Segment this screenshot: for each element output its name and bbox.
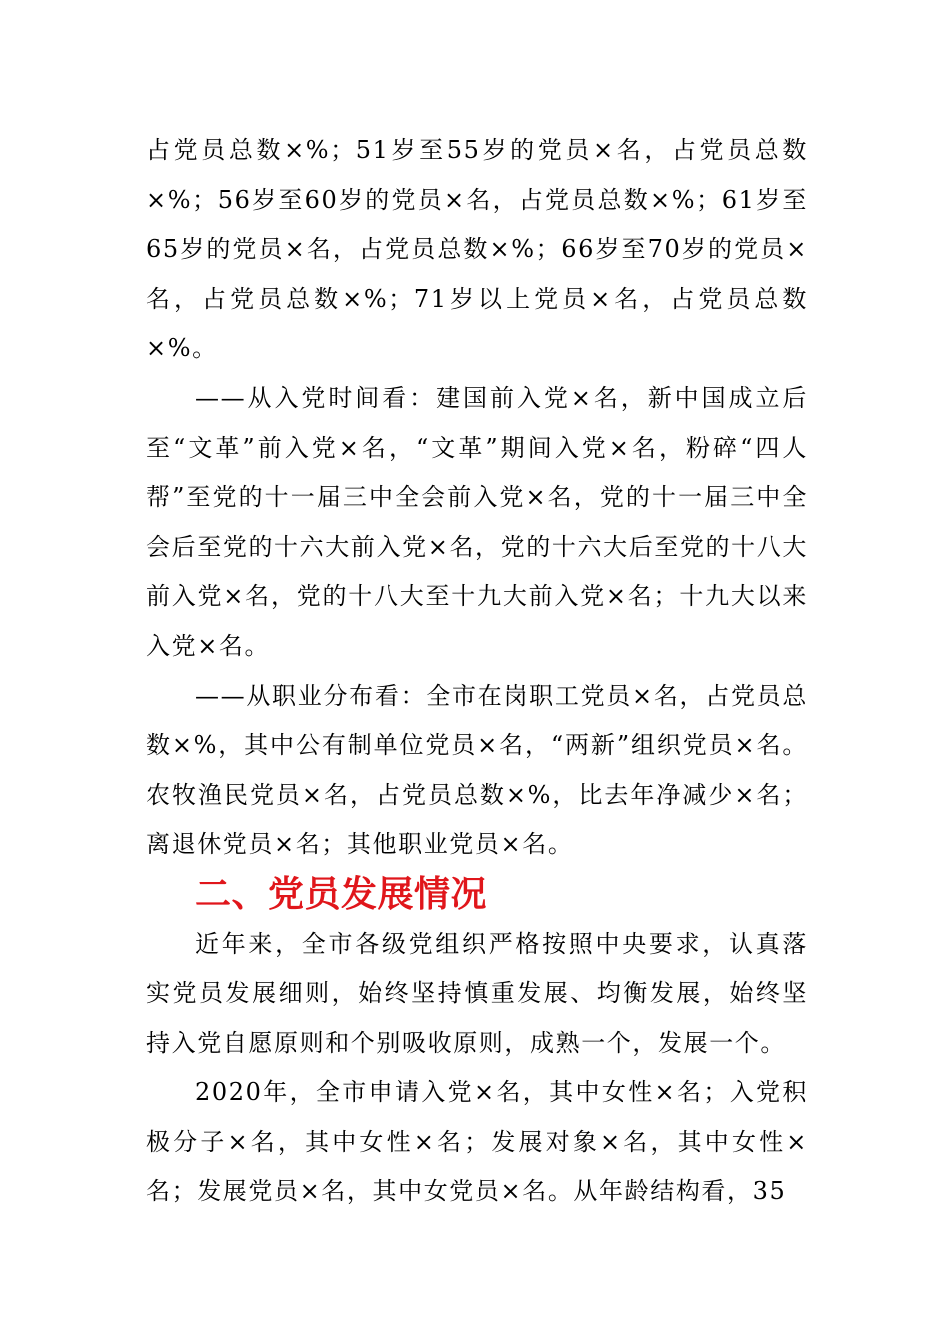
paragraph-join-time: ——从入党时间看：建国前入党×名，新中国成立后至“文革”前入党×名，“文革”期间入党×名，粉碎“四人帮”至党的十一届三中全会前入党×名，党的十一届三中全会后至党的十六大前入党×名，党的十六大后至党的十八大前入党×名，党的十八大至十九大前入党×名；十九大以来入党×名。 (146, 383, 808, 660)
section-heading: 二、党员发展情况 (195, 873, 488, 915)
document-page (146, 126, 808, 1217)
paragraph-development-intro: 近年来，全市各级党组织严格按照中央要求，认真落实党员发展细则，始终坚持慎重发展、均衡发展，始终坚持入党自愿原则和个别吸收原则，成熟一个，发展一个。 (146, 929, 808, 1057)
paragraph-occupation: ——从职业分布看：全市在岗职工党员×名，占党员总数×%，其中公有制单位党员×名，“两新”组织党员×名。农牧渔民党员×名，占党员总数×%，比去年净减少×名；离退休党员×名；其他职业党员×名。 (146, 681, 808, 859)
paragraph-age-distribution: 占党员总数×%；51岁至55岁的党员×名，占党员总数×%；56岁至60岁的党员×名，占党员总数×%；61岁至65岁的党员×名，占党员总数×%；66岁至70岁的党员×名，占党员总数×%；71岁以上党员×名，占党员总数×%。 (146, 136, 808, 363)
paragraph-development-2020: 2020年，全市申请入党×名，其中女性×名；入党积极分子×名，其中女性×名；发展对象×名，其中女性×名；发展党员×名，其中女党员×名。从年龄结构看，35 (146, 1078, 808, 1206)
